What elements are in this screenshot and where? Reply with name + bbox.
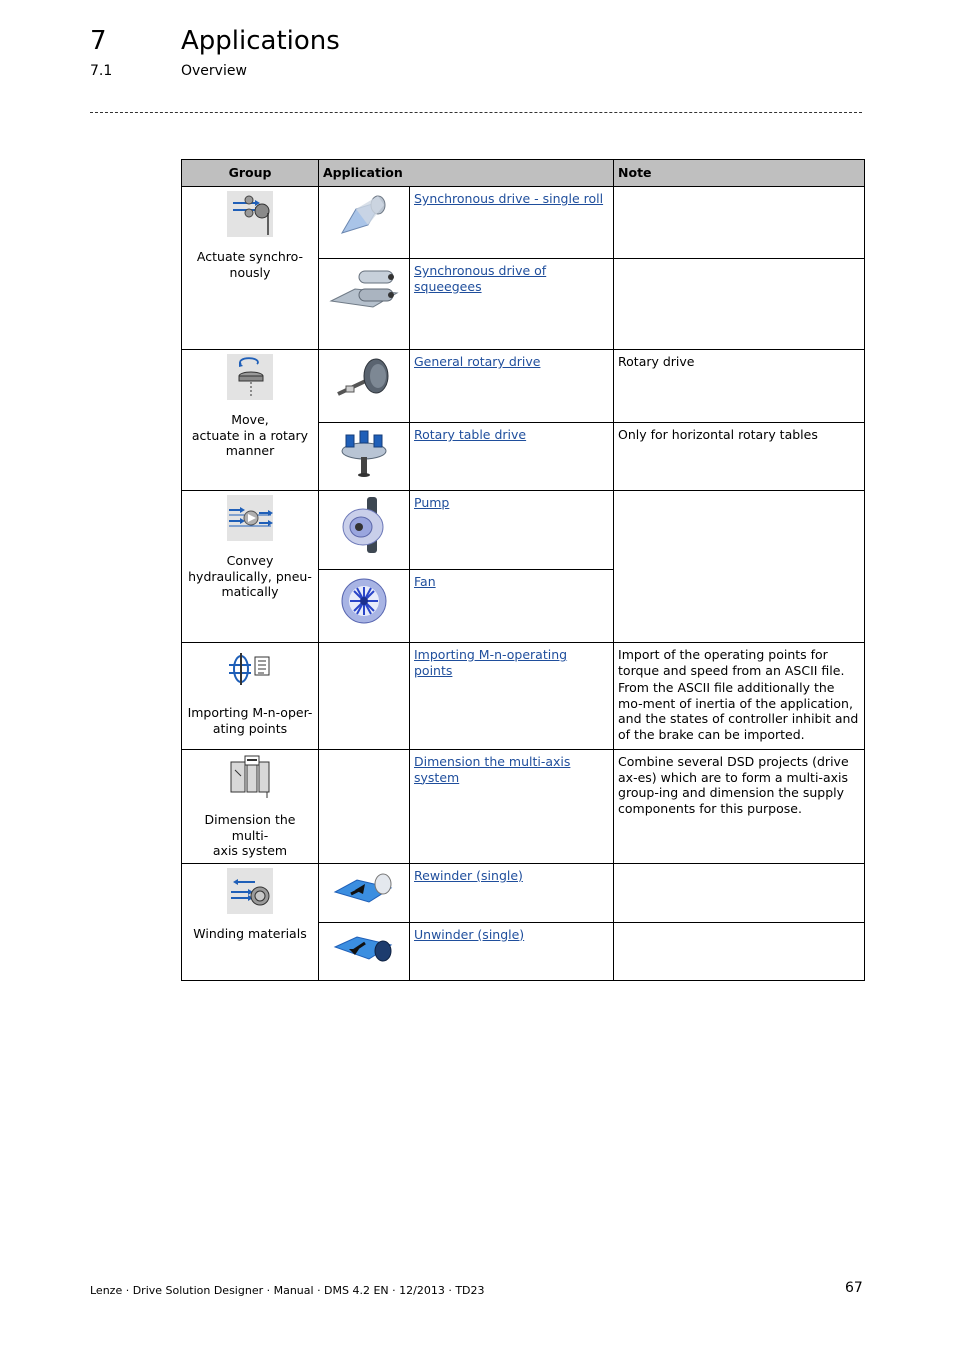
note-paragraph: Combine several DSD projects (drive ax-es) which are to form a multi-axis group-ing and dimension the supply components for this purpose. <box>618 754 849 816</box>
application-link[interactable]: Synchronous drive of squeegees <box>414 263 547 294</box>
application-image-cell <box>319 750 410 864</box>
application-link[interactable]: Importing M-n-operating points <box>414 647 568 678</box>
group-label-line: Winding materials <box>193 925 307 941</box>
application-link[interactable]: Dimension the multi-axis system <box>414 754 571 785</box>
multi-axis-dc-icon <box>227 754 273 800</box>
group-cell <box>182 350 319 491</box>
header-divider <box>90 112 862 113</box>
page-footer: Lenze · Drive Solution Designer · Manual · DMS 4.2 EN · 12/2013 · TD23 <box>90 1284 485 1297</box>
application-link[interactable]: Fan <box>414 574 436 589</box>
application-image-cell <box>319 423 410 491</box>
applications-table <box>181 159 865 981</box>
application-link[interactable]: Rewinder (single) <box>414 867 523 883</box>
application-cell <box>410 350 614 423</box>
note-paragraph: From the ASCII file additionally the mo-ment of inertia of the application, and the states of controller inhibit and of the brake can be imported. <box>618 680 859 742</box>
single-roll-icon <box>334 191 394 243</box>
group-label-line: actuate in a rotary <box>191 427 309 443</box>
application-image-cell <box>319 350 410 423</box>
application-image-cell <box>319 922 410 980</box>
group-label-line: nously <box>229 264 271 280</box>
application-cell <box>410 423 614 491</box>
group-cell <box>182 863 319 980</box>
application-link[interactable]: General rotary drive <box>414 354 541 369</box>
application-link[interactable]: Rotary table drive <box>414 427 527 442</box>
table-header-row <box>182 160 865 187</box>
rotary-disc-icon <box>227 354 273 400</box>
note-cell <box>614 187 865 259</box>
application-image-cell <box>319 259 410 350</box>
column-header-note: Note <box>614 160 865 187</box>
table-row <box>182 863 865 922</box>
chapter-number: 7 <box>90 26 107 56</box>
note-cell <box>614 863 865 922</box>
note-cell <box>614 423 865 491</box>
application-cell <box>410 922 614 980</box>
page-number: 67 <box>845 1280 863 1296</box>
application-link[interactable]: Pump <box>414 495 450 510</box>
flow-arrows-icon <box>227 495 273 541</box>
application-image-cell <box>319 491 410 570</box>
synchronous-rolls-icon <box>227 191 273 237</box>
group-cell <box>182 750 319 864</box>
unwinder-icon <box>333 927 395 967</box>
application-image-cell <box>319 187 410 259</box>
application-link[interactable]: Unwinder (single) <box>414 926 525 942</box>
table-row <box>182 491 865 570</box>
group-label-line: hydraulically, pneu- <box>188 568 312 584</box>
group-label-line: ating points <box>212 720 288 736</box>
table-row <box>182 750 865 864</box>
pump-icon <box>337 495 391 555</box>
group-label-line: axis system <box>212 843 288 858</box>
application-cell <box>410 491 614 570</box>
rewinder-icon <box>333 868 395 908</box>
column-header-application: Application <box>319 160 614 187</box>
squeegees-icon <box>329 263 399 313</box>
application-image-cell <box>319 863 410 922</box>
note-cell <box>614 922 865 980</box>
note-paragraph: Only for horizontal rotary tables <box>618 427 818 442</box>
group-label-line: Dimension the multi- <box>204 812 296 843</box>
application-cell <box>410 187 614 259</box>
rotary-table-icon <box>336 427 392 481</box>
group-label-line: manner <box>225 443 275 458</box>
mn-operating-points-icon <box>227 647 273 693</box>
note-cell <box>614 750 865 864</box>
group-label-line: Convey <box>226 553 274 568</box>
note-paragraph: Rotary drive <box>618 354 695 369</box>
note-cell <box>614 259 865 350</box>
table-row <box>182 643 865 750</box>
winding-icon <box>227 868 273 914</box>
section-title: Overview <box>181 63 247 79</box>
table-row <box>182 187 865 259</box>
application-image-cell <box>319 643 410 750</box>
application-cell <box>410 259 614 350</box>
note-cell <box>614 643 865 750</box>
group-label-line: Move, <box>231 412 269 427</box>
note-cell <box>614 350 865 423</box>
group-label-line: matically <box>221 584 279 599</box>
group-cell <box>182 187 319 350</box>
chapter-title: Applications <box>181 26 340 56</box>
group-label-line: Actuate synchro- <box>196 249 304 264</box>
group-label-line: Importing M-n-oper- <box>187 705 313 720</box>
group-cell <box>182 643 319 750</box>
application-image-cell <box>319 570 410 643</box>
fan-icon <box>337 574 391 628</box>
application-cell <box>410 643 614 750</box>
table-row <box>182 350 865 423</box>
application-cell <box>410 570 614 643</box>
application-cell <box>410 863 614 922</box>
section-number: 7.1 <box>90 63 113 79</box>
note-cell <box>614 491 865 643</box>
group-cell <box>182 491 319 643</box>
column-header-group: Group <box>182 160 319 187</box>
note-paragraph: Import of the operating points for torque and speed from an ASCII file. <box>618 647 845 678</box>
rotary-shaft-icon <box>332 354 396 404</box>
application-cell <box>410 750 614 864</box>
application-link[interactable]: Synchronous drive - single roll <box>414 191 604 206</box>
